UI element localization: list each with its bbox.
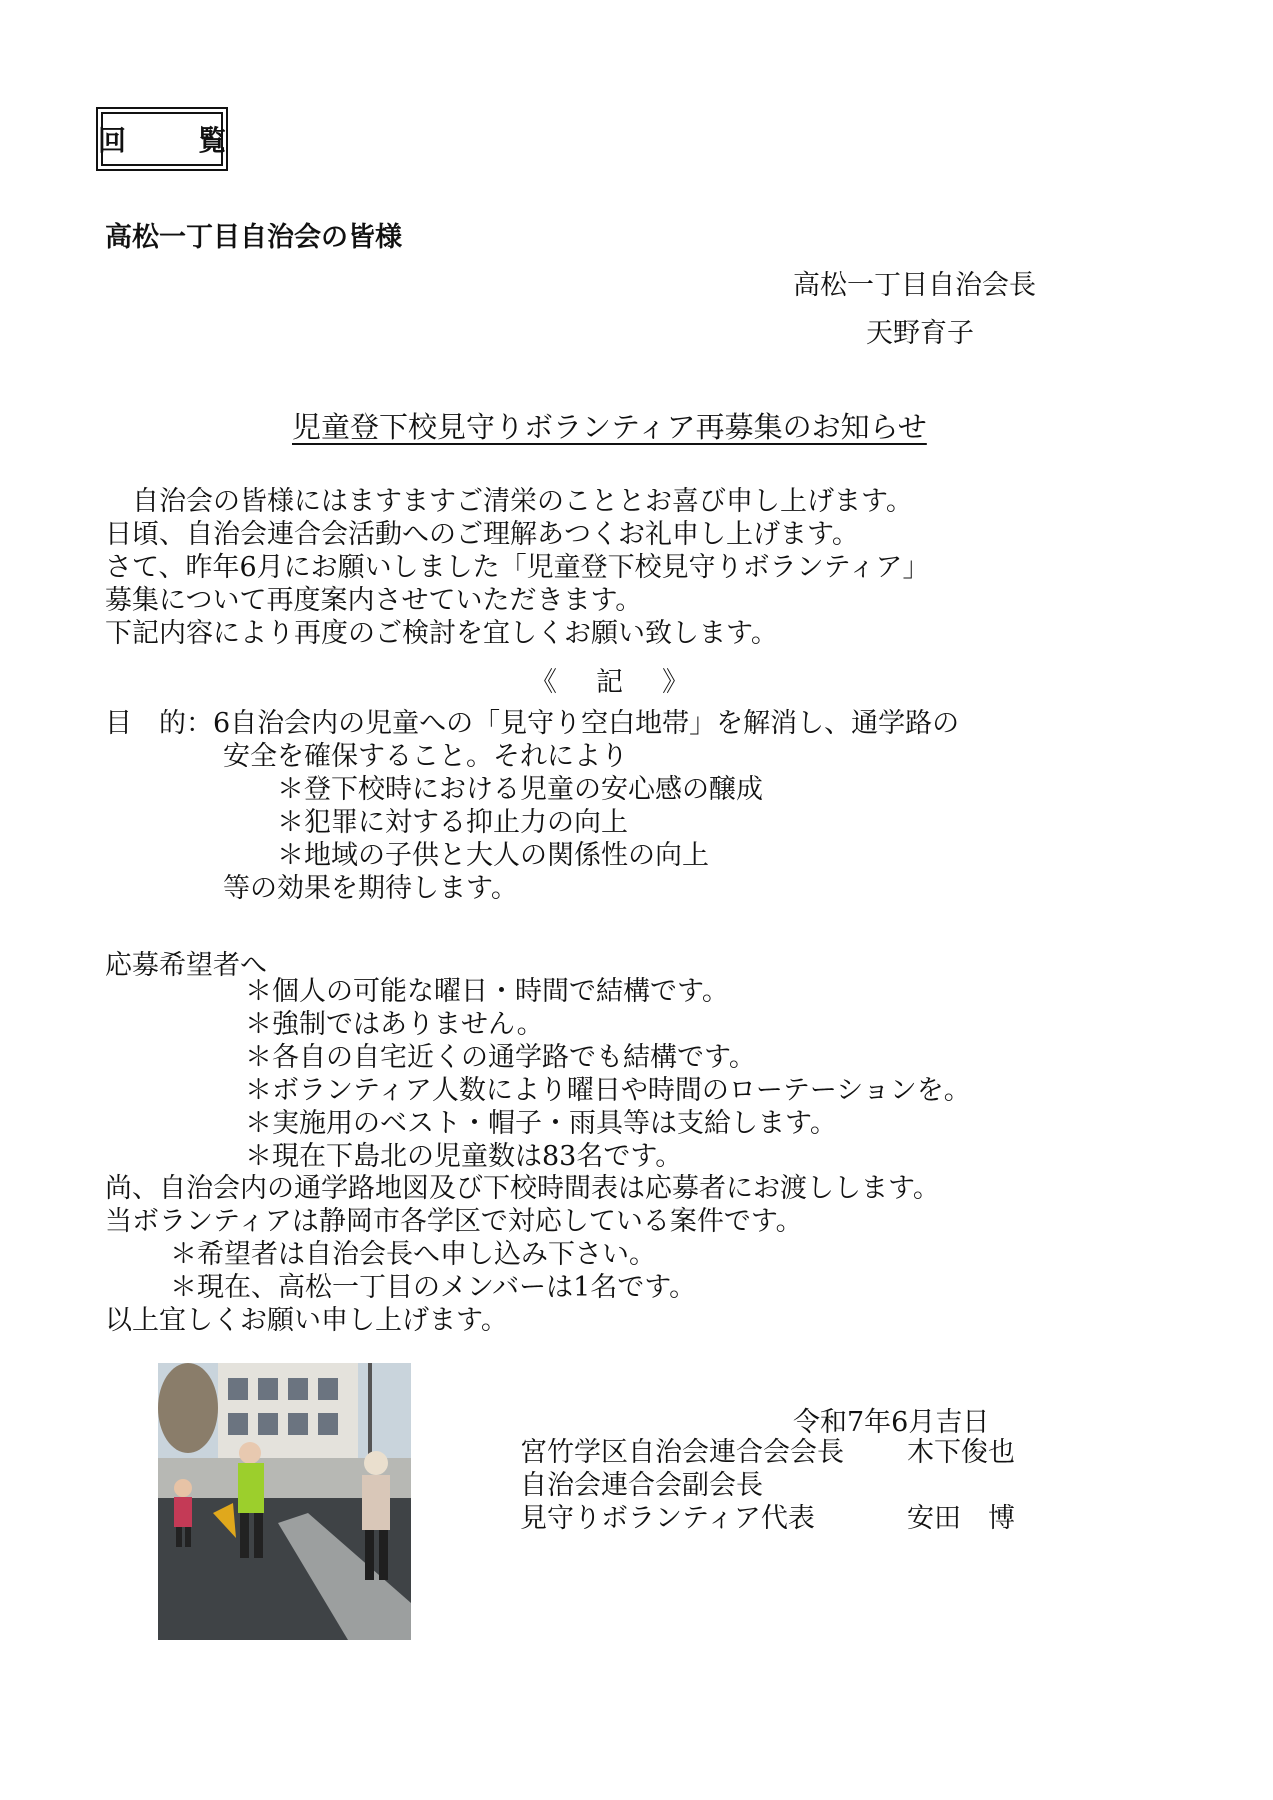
document-title: 児童登下校見守りボランティア再募集のお知らせ xyxy=(292,410,927,444)
closing-paragraph xyxy=(105,1172,940,1337)
purpose-label: 目 的： xyxy=(105,708,213,739)
volunteer-photo xyxy=(158,1363,411,1640)
effect-item: ＊地域の子供と大人の関係性の向上 xyxy=(277,840,709,871)
circulation-stamp xyxy=(96,107,249,171)
greeting-line: 募集について再度案内させていただきます。 xyxy=(105,585,643,616)
signature-title: 宮竹学区自治会連合会会長 xyxy=(520,1437,844,1468)
applicant-note: ＊各自の自宅近くの通学路でも結構です。 xyxy=(245,1042,756,1073)
closing-line: 当ボランティアは静岡市各学区で対応している案件です。 xyxy=(105,1206,803,1237)
addressee: 高松一丁目自治会の皆様 xyxy=(105,222,402,253)
closing-line: 尚、自治会内の通学路地図及び下校時間表は応募者にお渡しします。 xyxy=(105,1173,940,1204)
applicant-note: ＊強制ではありません。 xyxy=(245,1009,544,1040)
signature-title: 自治会連合会副会長 xyxy=(520,1470,763,1501)
sender-organization: 高松一丁目自治会長 xyxy=(793,270,1036,301)
purpose-line: 安全を確保すること。それにより xyxy=(223,741,628,772)
effect-item: ＊犯罪に対する抑止力の向上 xyxy=(277,807,628,838)
applicant-note: ＊現在下島北の児童数は83名です。 xyxy=(245,1141,683,1172)
signature-title: 見守りボランティア代表 xyxy=(520,1503,815,1534)
signature-row xyxy=(520,1436,1015,1469)
applicants-heading: 応募希望者へ xyxy=(105,950,267,981)
record-heading: 《 記 》 xyxy=(530,667,695,698)
greeting-line: さて、昨年6月にお願いしました「児童登下校見守りボランティア」 xyxy=(105,552,930,583)
greeting-line: 下記内容により再度のご検討を宜しくお願い致します。 xyxy=(105,618,778,649)
effect-item: ＊登下校時における児童の安心感の醸成 xyxy=(277,774,763,805)
closing-note: ＊現在、高松一丁目のメンバーは1名です。 xyxy=(170,1272,697,1303)
applicant-notes xyxy=(245,975,971,1173)
closing-note: ＊希望者は自治会長へ申し込み下さい。 xyxy=(170,1239,656,1270)
signature-row xyxy=(520,1502,1015,1535)
sender-name: 天野育子 xyxy=(866,318,974,349)
signature-name: 安田 博 xyxy=(907,1503,1015,1534)
applicant-note: ＊ボランティア人数により曜日や時間のローテーションを。 xyxy=(245,1075,971,1106)
signature-row xyxy=(520,1469,844,1502)
signature-name: 木下俊也 xyxy=(907,1437,1015,1468)
greeting-line: 自治会の皆様にはますますご清栄のこととお喜び申し上げます。 xyxy=(105,486,913,517)
issue-date: 令和7年6月吉日 xyxy=(793,1407,990,1438)
greeting-line: 日頃、自治会連合会活動へのご理解あつくお礼申し上げます。 xyxy=(105,519,859,550)
purpose-line: 6自治会内の児童への「見守り空白地帯」を解消し、通学路の xyxy=(213,708,960,739)
purpose-closing: 等の効果を期待します。 xyxy=(223,873,518,904)
signature-block xyxy=(520,1436,1015,1535)
applicant-note: ＊実施用のベスト・帽子・雨具等は支給します。 xyxy=(245,1108,837,1139)
purpose-section xyxy=(105,707,959,905)
closing-line: 以上宜しくお願い申し上げます。 xyxy=(105,1305,508,1336)
greeting-paragraph xyxy=(105,485,929,650)
applicant-note: ＊個人の可能な曜日・時間で結構です。 xyxy=(245,976,729,1007)
stamp-label: 回 覧 xyxy=(101,112,223,166)
